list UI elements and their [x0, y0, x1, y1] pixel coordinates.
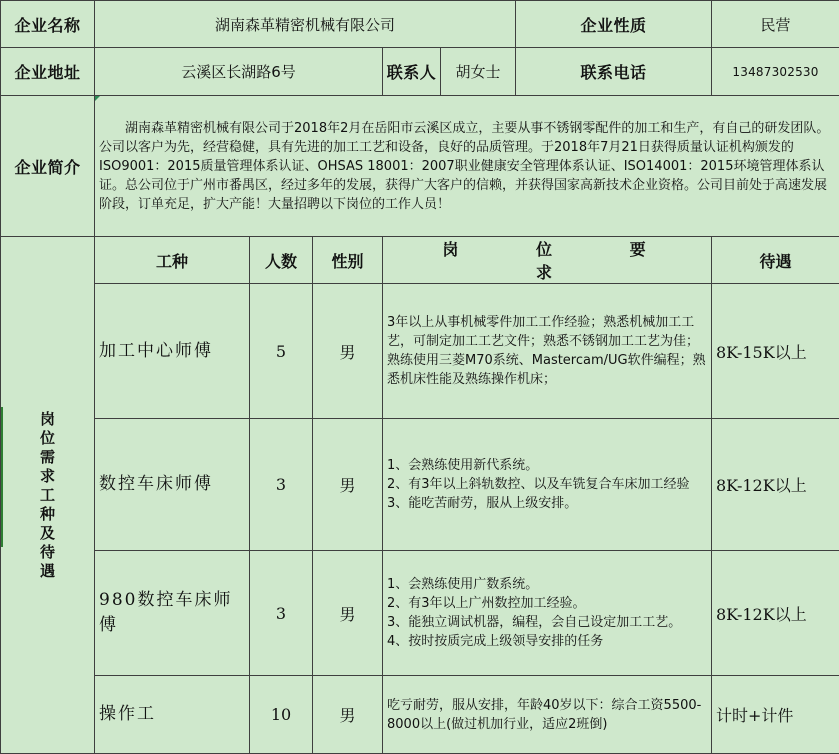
company-name-label: 企业名称	[1, 1, 95, 48]
header-count: 人数	[250, 237, 313, 284]
job-requirements	[383, 676, 712, 754]
company-type-label: 企业性质	[516, 1, 712, 48]
job-pay: 计时+计件	[712, 676, 839, 754]
row-selection-bar	[1, 407, 3, 547]
requirement-line: 3年以上从事机械零件加工工作经验；熟悉机械加工工艺，可制定加工工艺文件；熟悉不锈钢加工工艺为佳；熟练使用三菱M70系统、Mastercam/UG软件编程；熟悉机床性能及熟练操作机床；	[387, 313, 708, 389]
job-count: 10	[250, 676, 313, 754]
contact-name: 胡女士	[441, 48, 516, 96]
requirement-line: 3、能独立调试机器，编程，会自己设定加工工艺。	[387, 613, 708, 632]
job-count: 5	[250, 284, 313, 419]
job-pay: 8K-12K以上	[712, 551, 839, 676]
contact-label: 联系人	[383, 48, 441, 96]
company-intro-text: 湖南森革精密机械有限公司于2018年2月在岳阳市云溪区成立，主要从事不锈钢零配件的加工和生产，有自己的研发团队。公司以客户为先，经营稳健，具有先进的加工工艺和设备，良好的品质管理。于2018年7月21日获得质量认证机构颁发的ISO9001：2015质量管理体系认证、OHSAS 18001：2007职业健康安全管理体系认证、ISO14001：2015环境管理体系认证。总公司位于广州市番禺区，经过多年的发展，获得广大客户的信赖，并获得国家高新技术企业资格。公司目前处于高速发展阶段，订单充足，扩大产能！大量招聘以下岗位的工作人员！	[99, 121, 829, 212]
company-address: 云溪区长湖路6号	[95, 48, 383, 96]
requirement-line: 2、有3年以上斜轨数控、以及车铣复合车床加工经验	[387, 475, 708, 494]
header-gender: 性别	[313, 237, 383, 284]
header-requirements: 岗 位 要 求	[383, 237, 712, 284]
header-pay: 待遇	[712, 237, 839, 284]
company-intro-cell	[95, 96, 839, 237]
requirement-line: 3、能吃苦耐劳，服从上级安排。	[387, 494, 708, 513]
phone-number: 13487302530	[712, 48, 839, 96]
intro-label: 企业简介	[1, 96, 95, 237]
job-gender: 男	[313, 676, 383, 754]
job-count: 3	[250, 551, 313, 676]
requirement-line: 1、会熟练使用新代系统。	[387, 456, 708, 475]
requirement-line: 4、按时按质完成上级领导安排的任务	[387, 632, 708, 651]
job-type: 980数控车床师傅	[95, 551, 250, 676]
requirement-line: 吃亏耐劳，服从安排，年龄40岁以下：综合工资5500-8000以上(做过机加行业，适应2班倒)	[387, 696, 708, 734]
job-gender: 男	[313, 419, 383, 551]
table-row	[1, 676, 839, 754]
jobs-section-label-cell	[1, 237, 95, 754]
job-gender: 男	[313, 551, 383, 676]
table-row	[1, 551, 839, 676]
job-count: 3	[250, 419, 313, 551]
table-row	[1, 419, 839, 551]
job-requirements	[383, 551, 712, 676]
job-type: 操作工	[95, 676, 250, 754]
company-address-label: 企业地址	[1, 48, 95, 96]
requirement-line: 1、会熟练使用广数系统。	[387, 575, 708, 594]
job-requirements	[383, 284, 712, 419]
jobs-section-label: 岗位需求工种及待遇	[39, 410, 57, 581]
job-pay: 8K-15K以上	[712, 284, 839, 419]
requirement-line: 2、有3年以上广州数控加工经验。	[387, 594, 708, 613]
job-requirements	[383, 419, 712, 551]
job-gender: 男	[313, 284, 383, 419]
phone-label: 联系电话	[516, 48, 712, 96]
job-pay: 8K-12K以上	[712, 419, 839, 551]
company-name: 湖南森革精密机械有限公司	[95, 1, 516, 48]
table-row	[1, 284, 839, 419]
job-type: 加工中心师傅	[95, 284, 250, 419]
company-type: 民营	[712, 1, 839, 48]
cell-comment-marker	[95, 96, 100, 101]
header-job-type: 工种	[95, 237, 250, 284]
job-type: 数控车床师傅	[95, 419, 250, 551]
